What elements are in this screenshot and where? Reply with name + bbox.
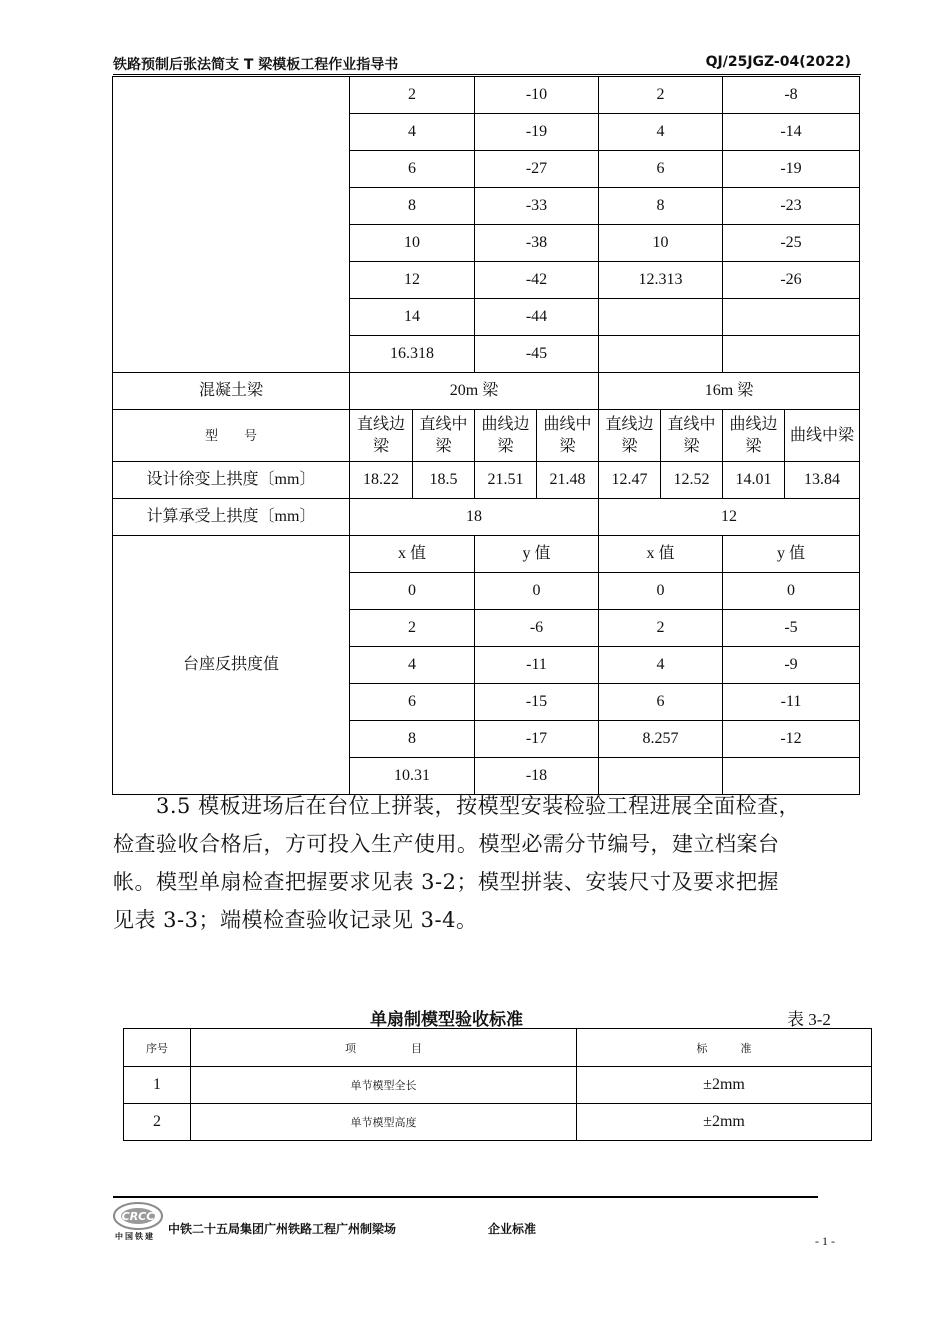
table-row: 12 -42 12.313 -26 bbox=[113, 262, 860, 299]
logo-caption: 中国铁建 bbox=[115, 1232, 155, 1241]
table-row: 4 -19 4 -14 bbox=[113, 114, 860, 151]
table-row: 8 -33 8 -23 bbox=[113, 188, 860, 225]
footer-organization: 中铁二十五局集团广州铁路工程广州制梁场 bbox=[168, 1222, 397, 1236]
table-row: 2 单节模型高度 ±2mm bbox=[124, 1104, 872, 1141]
span-20m: 20m 梁 bbox=[350, 373, 599, 410]
model-type-row: 型 号 直线边梁 直线中梁 曲线边梁 曲线中梁 直线边梁 直线中梁 曲线边梁 曲线中梁 bbox=[113, 410, 860, 462]
reverse-header-row: 台座反拱度值 x 值 y 值 x 值 y 值 bbox=[113, 536, 860, 573]
creep-label: 设计徐变上拱度〔mm〕 bbox=[113, 462, 350, 499]
table-row: 6 -27 6 -19 bbox=[113, 151, 860, 188]
merged-label-cell bbox=[113, 77, 350, 373]
camber-table bbox=[112, 76, 860, 795]
paragraph-line: 检查验收合格后，方可投入生产使用。模型必需分节编号，建立档案台 bbox=[113, 832, 780, 856]
table-row: 1 单节模型全长 ±2mm bbox=[124, 1067, 872, 1104]
table-row: 2 -10 2 -8 bbox=[113, 77, 860, 114]
table2-caption: 单扇制模型验收标准 bbox=[370, 1010, 523, 1030]
bearing-camber-row: 计算承受上拱度〔mm〕 18 12 bbox=[113, 499, 860, 536]
creep-camber-row: 设计徐变上拱度〔mm〕 18.22 18.5 21.51 21.48 12.47 12.52 14.01 13.84 bbox=[113, 462, 860, 499]
paragraph-line: 3.5 模板进场后在台位上拼装，按模型安装检验工程进展全面检查， bbox=[113, 794, 801, 818]
table-row: 14 -44 bbox=[113, 299, 860, 336]
table-row: 8 -17 8.257 -12 bbox=[113, 721, 860, 758]
table-row: 2 -6 2 -5 bbox=[113, 610, 860, 647]
paragraph-line: 见表 3-3；端模检查验收记录见 3-4。 bbox=[113, 908, 478, 932]
col-seq: 序号 bbox=[124, 1029, 191, 1067]
table-row: 16.318 -45 bbox=[113, 336, 860, 373]
col-item: 项 目 bbox=[191, 1029, 577, 1067]
beam-label: 混凝土梁 bbox=[113, 373, 350, 410]
table-row: 0 0 0 0 bbox=[113, 573, 860, 610]
body-paragraph bbox=[113, 787, 861, 939]
beam-type-row bbox=[113, 373, 860, 410]
span-16m: 16m 梁 bbox=[599, 373, 860, 410]
footer-divider bbox=[113, 1196, 818, 1198]
table-row: 10 -38 10 -25 bbox=[113, 225, 860, 262]
header-divider bbox=[113, 74, 861, 75]
svg-text:CRCC: CRCC bbox=[121, 1210, 155, 1223]
table-row: 4 -11 4 -9 bbox=[113, 647, 860, 684]
page-number: - 1 - bbox=[815, 1234, 835, 1248]
bearing-label: 计算承受上拱度〔mm〕 bbox=[113, 499, 350, 536]
acceptance-table bbox=[123, 1028, 872, 1141]
doc-code: QJ/25JGZ-04(2022) bbox=[705, 54, 851, 70]
table-row: 10.31 -18 bbox=[113, 758, 860, 795]
doc-title: 铁路预制后张法简支 T 梁模板工程作业指导书 bbox=[113, 57, 399, 73]
page-header bbox=[113, 54, 851, 74]
table2-number: 表 3-2 bbox=[787, 1010, 831, 1029]
paragraph-line: 帐。模型单扇检查把握要求见表 3-2；模型拼装、安装尺寸及要求把握 bbox=[113, 870, 779, 894]
table-row: 6 -15 6 -11 bbox=[113, 684, 860, 721]
table-header-row bbox=[124, 1029, 872, 1067]
col-std: 标 准 bbox=[577, 1029, 872, 1067]
footer-standard: 企业标准 bbox=[488, 1222, 537, 1236]
reverse-camber-label: 台座反拱度值 bbox=[113, 536, 350, 795]
type-label: 型 号 bbox=[113, 410, 350, 462]
